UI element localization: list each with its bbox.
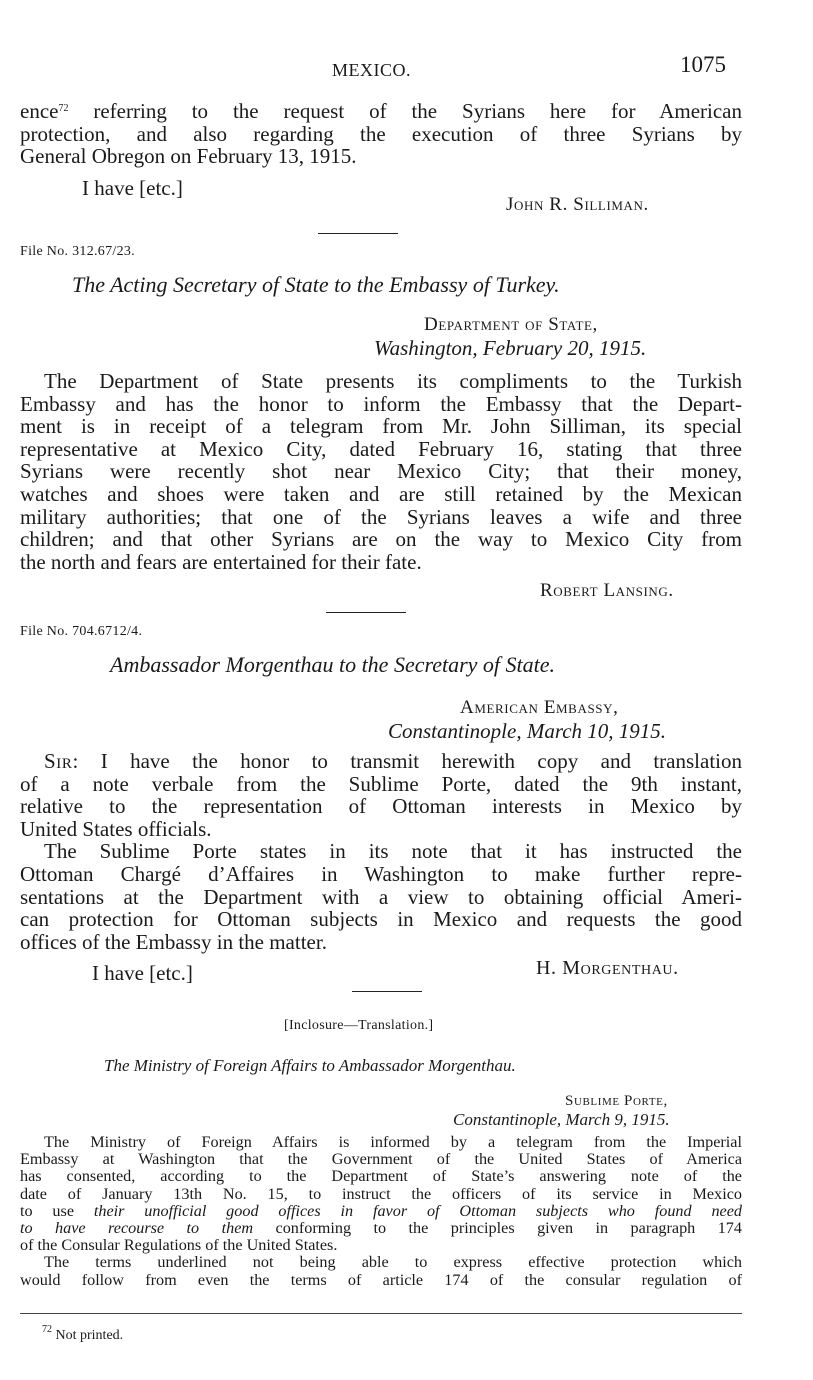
body-paragraph — [20, 370, 742, 573]
text-line: of the Consular Regulations of the United States. — [20, 1236, 338, 1255]
text-line: The Department of State presents its compliments to the Turkish — [44, 369, 742, 393]
page-number: 1075 — [680, 52, 726, 77]
date-line: Washington, February 20, 1915. — [374, 336, 647, 360]
closing-phrase: I have [etc.] — [92, 961, 193, 985]
text-line: has consented, according to the Department of State’s answering note of the — [20, 1167, 742, 1186]
text-line: sentations at the Department with a view to obtaining official Ameri- — [20, 884, 742, 909]
signature-morgenthau: H. Morgenthau. — [536, 957, 679, 979]
text-line: The Sublime Porte states in its note that it has instructed the — [44, 839, 742, 864]
text-line: ment is in receipt of a telegram from Mr. John Silliman, its special — [20, 414, 742, 439]
text-line: representative at Mexico City, dated February 16, stating that three — [20, 436, 742, 461]
text-line: to use their unofficial good offices in favor of Ottoman subjects who found need — [20, 1201, 743, 1220]
text-line: can protection for Ottoman subjects in Mexico and requests the good — [20, 907, 742, 932]
footnote-marker: 72 — [42, 1324, 52, 1335]
text-line: the north and fears are entertained for their fate. — [20, 549, 422, 574]
text-line: watches and shoes were taken and are still retained by the Mexican — [20, 481, 742, 506]
text-line: to have recourse to them conforming to the principles given in paragraph 174 — [20, 1219, 742, 1238]
separator-rule — [352, 991, 422, 992]
continued-paragraph — [20, 100, 742, 168]
footnote-ref: 72 — [58, 103, 69, 114]
file-number: File No. 704.6712/4. — [20, 624, 143, 639]
text-line: protection, and also regarding the execution of three Syrians by — [20, 121, 742, 146]
document-title: The Ministry of Foreign Affairs to Ambassador Morgenthau. — [104, 1056, 516, 1075]
body-paragraph — [20, 750, 742, 953]
date-line: Constantinople, March 9, 1915. — [453, 1110, 670, 1129]
closing-phrase: I have [etc.] — [82, 176, 183, 200]
running-title: MEXICO. — [332, 60, 411, 80]
signature-lansing: Robert Lansing. — [540, 580, 674, 601]
text-line: would follow from even the terms of article 174 of the consular regulation of — [20, 1270, 742, 1289]
text-line: The Ministry of Foreign Affairs is informed by a telegram from the Imperial — [44, 1133, 742, 1151]
inclosure-label: [Inclosure—Translation.] — [284, 1018, 434, 1033]
text-line: Sir: I have the honor to transmit herewith copy and translation — [44, 749, 742, 773]
text-line: of a note verbale from the Sublime Porte, dated the 9th instant, — [20, 771, 742, 796]
text-line: Ottoman Chargé d’Affaires in Washington to make further repre- — [20, 861, 742, 886]
salutation: Sir — [44, 749, 73, 773]
text-line: The terms underlined not being able to express effective protection which — [44, 1253, 742, 1272]
signature-silliman: John R. Silliman. — [506, 194, 649, 215]
footnote-rule — [20, 1313, 742, 1314]
sender-place: Department of State, — [424, 314, 598, 335]
text-line: Embassy at Washington that the Government of the United States of America — [20, 1150, 742, 1169]
date-line: Constantinople, March 10, 1915. — [388, 719, 667, 743]
text-line: relative to the representation of Ottoman interests in Mexico by — [20, 794, 742, 819]
separator-rule — [326, 612, 406, 613]
text-line: Embassy and has the honor to inform the Embassy that the Depart- — [20, 391, 742, 416]
document-title: The Acting Secretary of State to the Embassy of Turkey. — [72, 272, 560, 297]
sender-place: Sublime Porte, — [565, 1093, 668, 1109]
body-paragraph — [20, 1134, 742, 1289]
text-line: General Obregon on February 13, 1915. — [20, 144, 357, 169]
text-line: military authorities; that one of the Syrians leaves a wife and three — [20, 504, 742, 529]
text-line: offices of the Embassy in the matter. — [20, 929, 327, 954]
text-line: ence$^{72}$ referring to the request of the Syrians here for American — [20, 99, 742, 123]
file-number: File No. 312.67/23. — [20, 244, 135, 259]
text-line: children; and that other Syrians are on the way to Mexico City from — [20, 527, 742, 552]
document-title: Ambassador Morgenthau to the Secretary of State. — [110, 652, 556, 677]
sender-place: American Embassy, — [460, 697, 619, 718]
footnote: $^{72}$ Not printed. — [42, 1324, 124, 1343]
text-line: Syrians were recently shot near Mexico City; that their money, — [20, 459, 742, 484]
text-line: United States officials. — [20, 816, 212, 841]
text-line: date of January 13th No. 15, to instruct the officers of its service in Mexico — [20, 1184, 742, 1203]
separator-rule — [318, 233, 398, 234]
